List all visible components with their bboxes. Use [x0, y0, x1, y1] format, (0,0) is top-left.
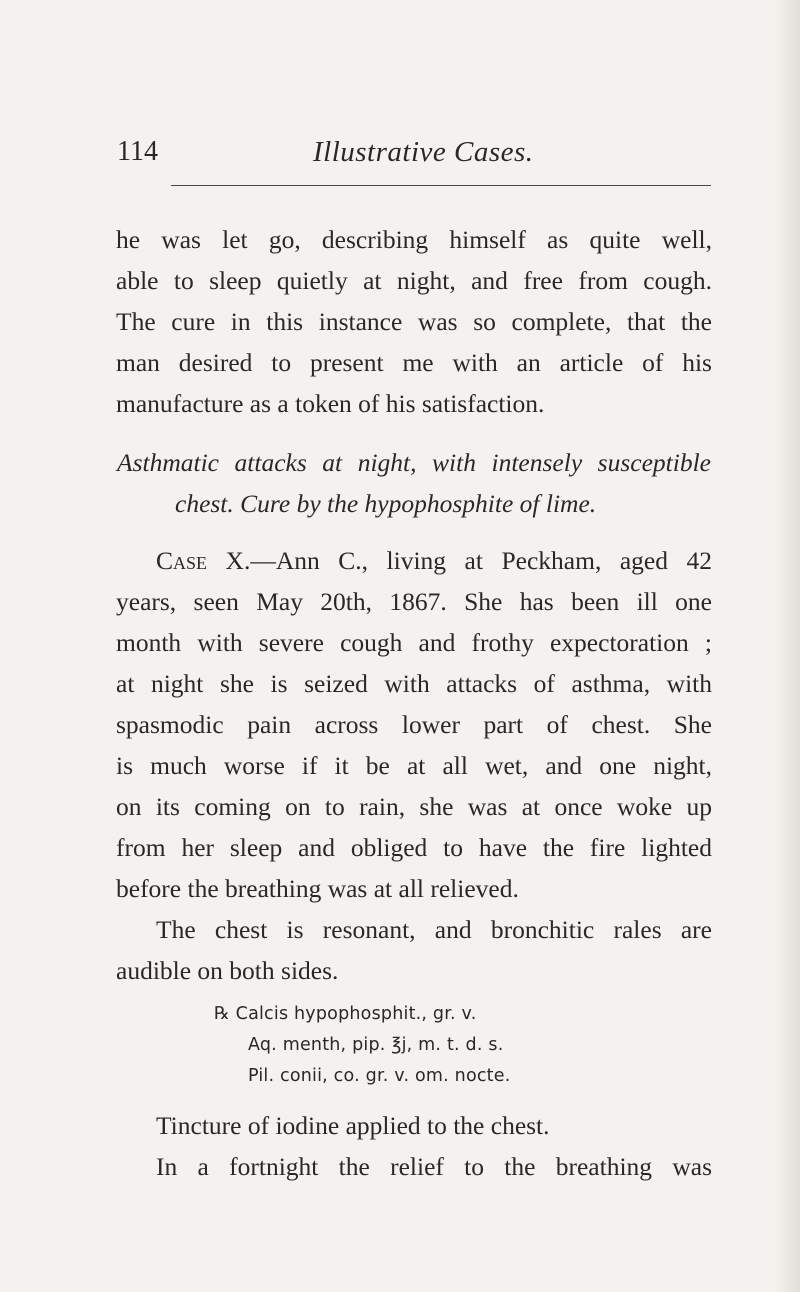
- text-line: manufacture as a token of his satisfaction.: [116, 389, 545, 418]
- prescription-line: ℞ Calcis hypophosphit., gr. v.: [214, 1004, 477, 1024]
- text-line: from her sleep and obliged to have the fire lighted: [116, 833, 712, 862]
- case-heading-line: chest. Cure by the hypophosphite of lime.: [175, 489, 597, 518]
- header-rule: [171, 185, 711, 186]
- text-line: before the breathing was at all relieved.: [116, 874, 519, 903]
- text-line: at night she is seized with attacks of asthma, with: [116, 669, 712, 698]
- text-line: he was let go, describing himself as quite well,: [116, 225, 712, 254]
- text-line: audible on both sides.: [116, 956, 339, 985]
- text-line: month with severe cough and frothy expectoration ;: [116, 628, 712, 657]
- text-line: The cure in this instance was so complete, that the: [116, 307, 712, 336]
- case-label: Case X.: [156, 546, 251, 575]
- text-line: is much worse if it be at all wet, and one night,: [116, 751, 712, 780]
- text-line: man desired to present me with an article of his: [116, 348, 712, 377]
- text-line: The chest is resonant, and bronchitic rales are: [156, 915, 712, 944]
- text-line: In a fortnight the relief to the breathing was: [156, 1152, 712, 1181]
- case-heading-line: Asthmatic attacks at night, with intensely susceptible: [117, 448, 711, 477]
- prescription-line: Aq. menth, pip. ℥j, m. t. d. s.: [248, 1035, 504, 1055]
- text-line: Tincture of iodine applied to the chest.: [156, 1111, 550, 1140]
- prescription-line: Pil. conii, co. gr. v. om. nocte.: [248, 1066, 511, 1086]
- text-line: years, seen May 20th, 1867. She has been ill one: [116, 587, 712, 616]
- page-header: [117, 128, 707, 168]
- text-line: able to sleep quietly at night, and free from cough.: [116, 266, 712, 295]
- text-line: on its coming on to rain, she was at once woke up: [116, 792, 712, 821]
- page-number: 114: [117, 136, 158, 167]
- case-first-line-text: —Ann C., living at Peckham, aged 42: [250, 546, 712, 575]
- case-first-line: [156, 546, 712, 576]
- text-line: spasmodic pain across lower part of chest. She: [116, 710, 712, 739]
- running-head: Illustrative Cases.: [313, 136, 534, 168]
